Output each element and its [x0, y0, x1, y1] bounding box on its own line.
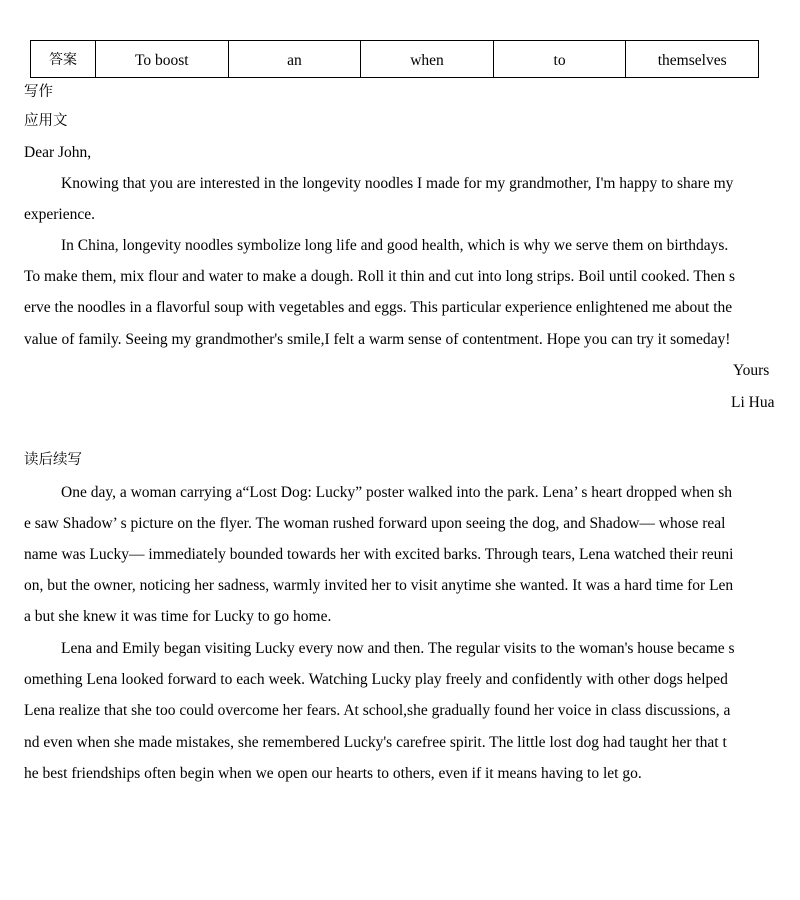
- writing-heading: 写作: [24, 84, 53, 100]
- letter-line: value of family. Seeing my grandmother's smile,I felt a warm sense of contentment. Hope you can try it someday!: [24, 331, 731, 348]
- practical-writing-heading: 应用文: [24, 113, 68, 129]
- story-line: name was Lucky— immediately bounded towards her with excited barks. Through tears, Lena watched their reuni: [24, 546, 734, 563]
- story-line: on, but the owner, noticing her sadness, warmly invited her to visit anytime she wanted. It was a hard time for Len: [24, 577, 734, 594]
- letter-closing: Yours: [733, 362, 770, 379]
- letter-salutation: Dear John,: [24, 144, 92, 161]
- letter-line: Knowing that you are interested in the longevity noodles I made for my grandmother, I'm happy to share my: [61, 175, 734, 192]
- letter-line: erve the noodles in a flavorful soup with vegetables and eggs. This particular experience enlightened me about the: [24, 299, 733, 316]
- story-line: One day, a woman carrying a“Lost Dog: Lucky” poster walked into the park. Lena’ s heart dropped when sh: [61, 484, 733, 501]
- story-line: Lena realize that she too could overcome her fears. At school,she gradually found her voice in class discussions, a: [24, 702, 731, 719]
- answer-cell: to: [493, 41, 626, 78]
- letter-line: In China, longevity noodles symbolize long life and good health, which is why we serve them on birthdays.: [61, 237, 729, 254]
- answer-cell: themselves: [626, 41, 759, 78]
- story-line: nd even when she made mistakes, she remembered Lucky's carefree spirit. The little lost dog had taught her that t: [24, 734, 727, 751]
- letter-line: To make them, mix flour and water to make a dough. Roll it thin and cut into long strips. Boil until cooked. Then s: [24, 268, 736, 285]
- answer-cell: when: [361, 41, 494, 78]
- story-line: omething Lena looked forward to each week. Watching Lucky play freely and confidently with other dogs helped: [24, 671, 728, 688]
- story-line: Lena and Emily began visiting Lucky every now and then. The regular visits to the woman's house became s: [61, 640, 735, 657]
- answer-cell: an: [228, 41, 361, 78]
- story-line: a but she knew it was time for Lucky to go home.: [24, 608, 332, 625]
- answer-row: [31, 41, 759, 78]
- letter-line: experience.: [24, 206, 95, 223]
- answer-label: 答案: [31, 41, 96, 78]
- story-line: e saw Shadow’ s picture on the flyer. The woman rushed forward upon seeing the dog, and Shadow— whose real: [24, 515, 726, 532]
- answer-table: [30, 40, 759, 78]
- letter-signature: Li Hua: [731, 394, 775, 411]
- story-line: he best friendships often begin when we open our hearts to others, even if it means having to let go.: [24, 765, 642, 782]
- continuation-writing-heading: 读后续写: [24, 452, 82, 468]
- answer-cell: To boost: [96, 41, 229, 78]
